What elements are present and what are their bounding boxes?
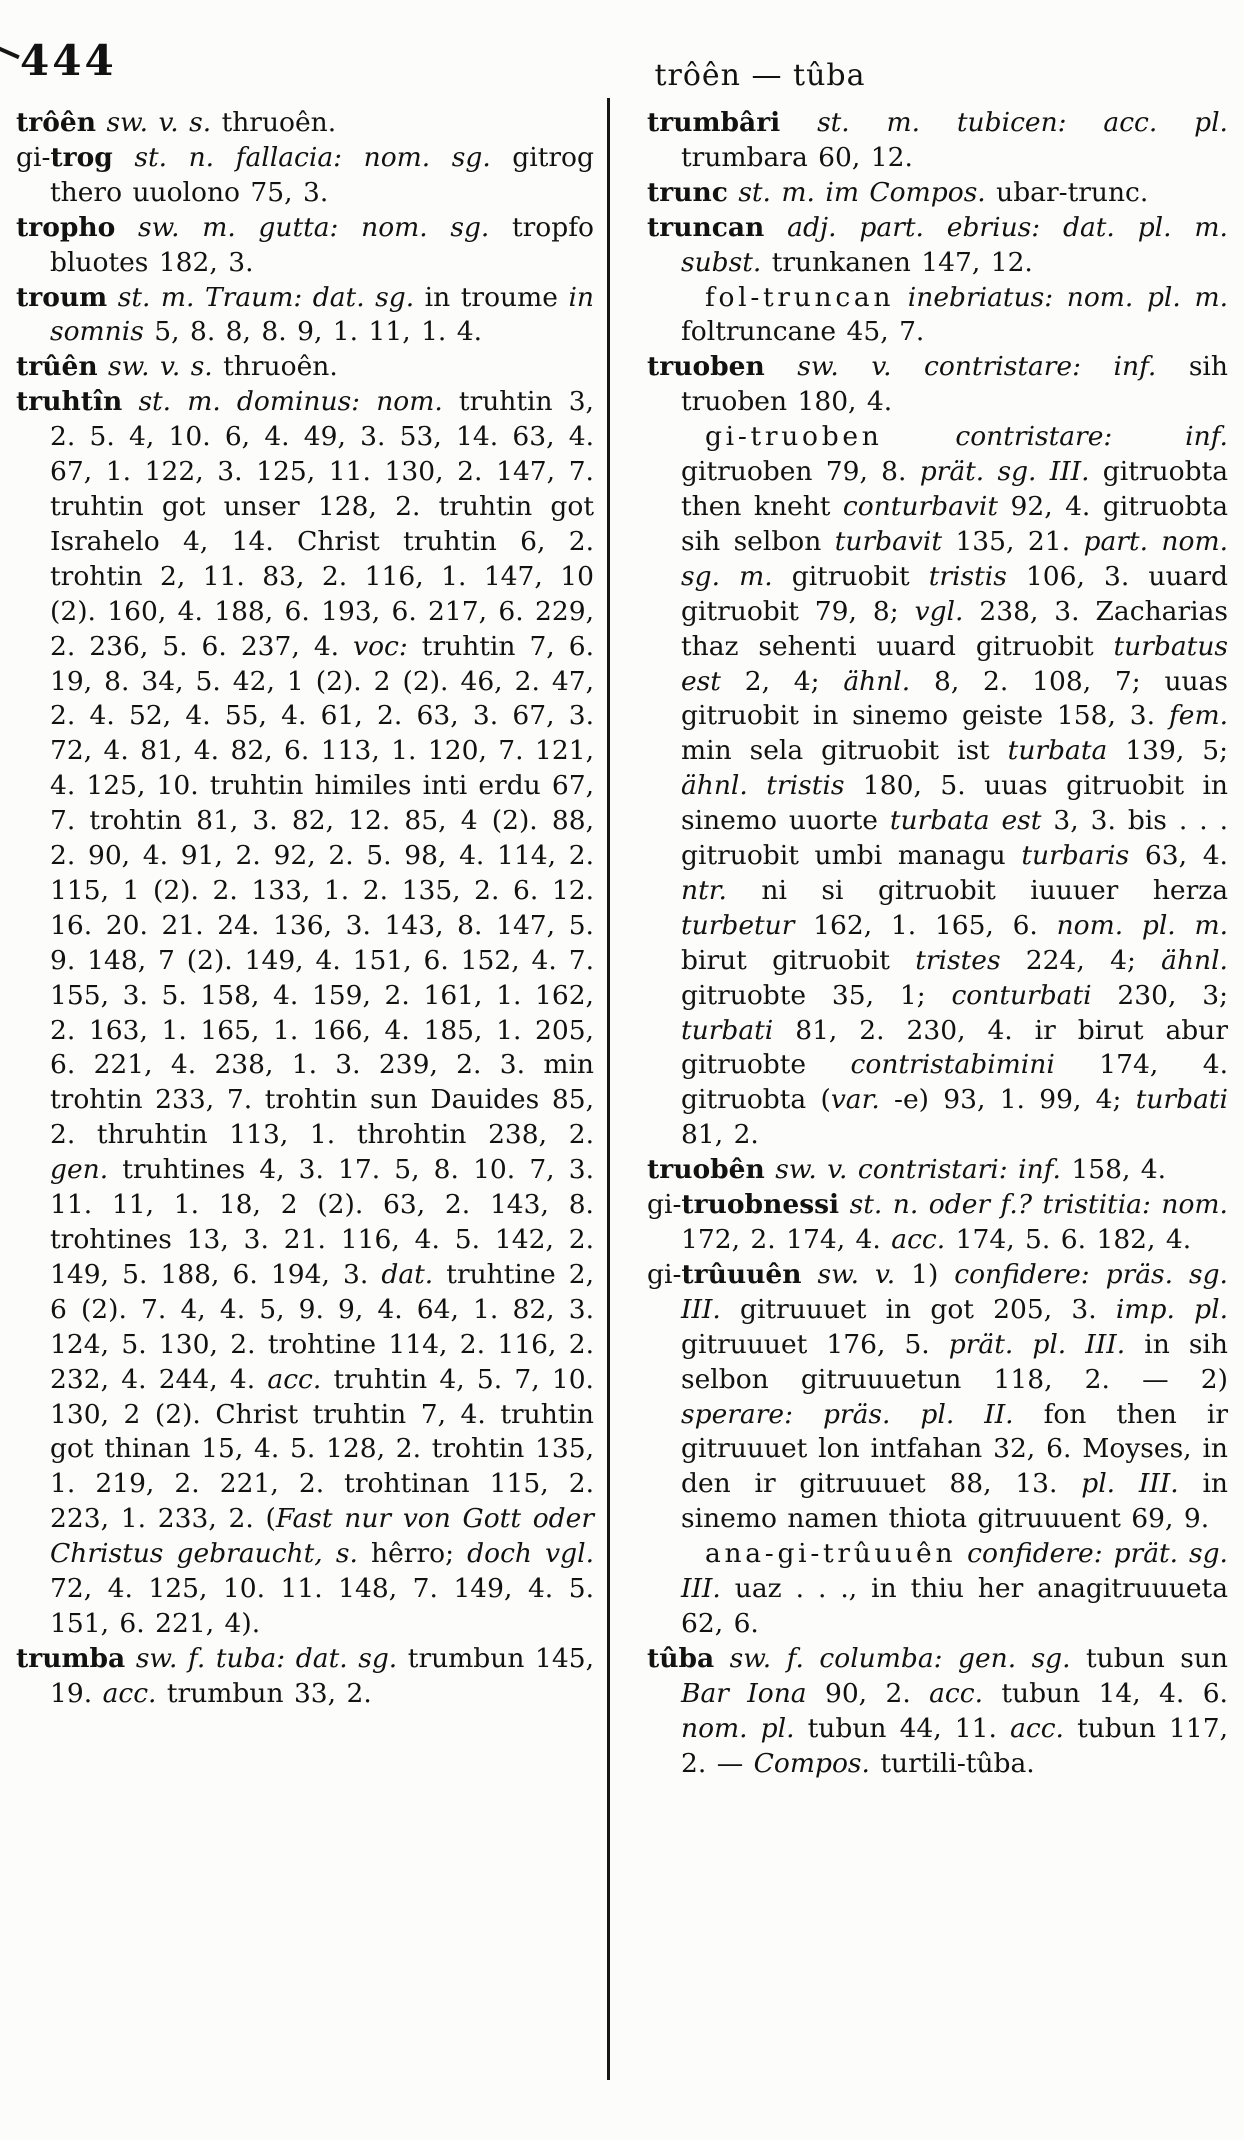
grammar-gloss-italic: ähnl. tristis — [681, 770, 845, 802]
grammar-gloss-italic: var. — [830, 1084, 880, 1116]
grammar-gloss-italic: tristis — [928, 560, 1007, 592]
text-run: 172, 2. 174, 4. — [681, 1224, 892, 1255]
grammar-gloss-italic: st. m. tubicen: acc. pl. — [817, 107, 1228, 138]
text-run: tubun 44, 11. — [794, 1712, 1011, 1744]
grammar-gloss-italic: gen. — [50, 1154, 109, 1186]
dictionary-entry — [647, 350, 1228, 420]
text-run: gitruoben 79, 8. — [681, 456, 920, 488]
text-run — [107, 282, 118, 313]
grammar-gloss-italic: turbaris — [1021, 840, 1130, 872]
text-run: gitrog thero uuolono 75, 3. — [50, 141, 594, 208]
grammar-gloss-italic: conturbati — [951, 979, 1092, 1011]
text-run: 174, 4. gitruobta ( — [681, 1049, 1229, 1116]
grammar-gloss-italic: turbati — [681, 1014, 774, 1046]
headword: trûên — [16, 351, 98, 383]
text-run: tubun 117, 2. — — [681, 1712, 1228, 1779]
headword: tropho — [16, 211, 116, 243]
text-run: 106, 3. uuard gitruobit 79, 8; — [681, 560, 1228, 627]
dictionary-sub-entry — [647, 420, 1228, 1153]
dictionary-entry — [16, 211, 594, 281]
text-run: 63, 4. — [1129, 840, 1228, 872]
grammar-gloss-italic: contristare: inf. — [955, 421, 1228, 453]
text-run: 238, 3. Zacharias thaz sehenti uuard gitruobit — [681, 595, 1228, 662]
grammar-gloss-italic: turbata est — [889, 805, 1042, 837]
text-run: 81, 2. — [681, 1119, 759, 1151]
text-run: trunkanen 147, 12. — [761, 246, 1033, 278]
text-run: birut gitruobit — [681, 944, 916, 976]
grammar-gloss-italic: turbatus est — [681, 630, 1228, 697]
text-run: ni si gitruobit iuuuer herza — [726, 874, 1228, 906]
text-run: gitruuuet 176, 5. — [681, 1328, 949, 1360]
text-run — [728, 177, 738, 208]
headword: trôên — [16, 107, 97, 138]
grammar-gloss-italic: st. n. oder f.? tristitia: nom. — [849, 1189, 1228, 1221]
text-run — [765, 1154, 775, 1185]
text-run: in sih selbon gitruuuetun 118, 2. — 2) — [681, 1328, 1228, 1395]
grammar-gloss-italic: confidere: präs. sg. III. — [681, 1258, 1228, 1325]
dictionary-sub-entry — [647, 1537, 1228, 1642]
text-run — [113, 142, 135, 173]
text-run — [764, 212, 787, 243]
dictionary-entry — [16, 106, 594, 141]
text-run: gi- — [647, 1258, 682, 1290]
text-run: thruoên. — [212, 351, 338, 383]
dictionary-sub-entry — [647, 281, 1228, 351]
grammar-gloss-italic: turbata — [1007, 735, 1108, 767]
headword: trumba — [16, 1642, 126, 1674]
grammar-gloss-italic: acc. — [1010, 1712, 1064, 1744]
text-run: 90, 2. — [806, 1677, 930, 1709]
text-run: 5, 8. 8, 8. 9, 1. 11, 1. 4. — [143, 316, 483, 348]
text-run: truhtin 4, 5. 7, 10. 130, 2 (2). Christ truhtin 7, 4. truhtin got thinan 15, 4. 5. 128, 2. trohtin 135, 1. 219, 2. 221, 2. trohtinan 115, 2. 223, 1. 233, 2. ( — [50, 1363, 594, 1535]
headword: trumbâri — [647, 107, 781, 138]
grammar-gloss-italic: prät. pl. III. — [948, 1328, 1126, 1360]
headword: truhtîn — [16, 386, 123, 418]
grammar-gloss-italic: st. m. dominus: nom. — [138, 386, 443, 418]
text-run: 3, 3. bis . . . gitruobit umbi managu — [681, 805, 1228, 872]
text-run — [839, 1189, 850, 1220]
text-run: uaz . . ., in thiu her anagitruuueta 62, 6. — [681, 1573, 1228, 1639]
headword: tûba — [647, 1642, 715, 1674]
grammar-gloss-italic: voc: — [353, 630, 408, 662]
spaced-subheadword: ana-gi-trûuuên — [705, 1538, 957, 1570]
grammar-gloss-italic: dat. — [381, 1258, 434, 1290]
grammar-gloss-italic: sw. f. columba: gen. sg. — [729, 1642, 1071, 1674]
text-run: truhtin 3, 2. 5. 4, 10. 6, 4. 49, 3. 53, 14. 63, 4. 67, 1. 122, 3. 125, 11. 130, 2. 147, 7. truhtin got unser 128, 2. truhtin got Israhelo 4, 14. Christ truhtin 6, 2. trohtin 2, 11. 83, 2. 116, 1. 147, 10 (2). 160, 4. 188, 6. 193, 6. 217, 6. 229, 2. 236, 5. 6. 237, 4. — [50, 386, 594, 662]
text-run: truhtin 7, 6. 19, 8. 34, 5. 42, 1 (2). 2 (2). 46, 2. 47, 2. 4. 52, 4. 55, 4. 61, 2. 63, 3. 67, 3. 72, 4. 81, 4. 82, 6. 113, 1. 120, 7. 121, 4. 125, 10. truhtin himiles inti erdu 67, 7. trohtin 81, 3. 82, 12. 85, 4 (2). 88, 2. 90, 4. 91, 2. 92, 2. 5. 98, 4. 114, 2. 115, 1 (2). 2. 133, 1. 2. 135, 2. 6. 12. 16. 20. 21. 24. 136, 3. 143, 8. 147, 5. 9. 148, 7 (2). 149, 4. 151, 6. 152, 4. 7. 155, 3. 5. 158, 4. 159, 2. 161, 1. 162, 2. 163, 1. 165, 1. 166, 4. 185, 1. 205, 6. 221, 4. 238, 1. 3. 239, 2. 3. min trohtin 233, 7. trohtin sun Dauides 85, 2. thruhtin 113, 1. throhtin 238, 2. — [50, 630, 595, 1151]
text-run: in troume — [414, 281, 569, 313]
text-run: trumbara 60, 12. — [681, 141, 913, 173]
text-run: 158, 4. — [1060, 1154, 1167, 1186]
text-run: ubar-trunc. — [985, 176, 1149, 208]
grammar-gloss-italic: contristabimini — [850, 1049, 1055, 1081]
grammar-gloss-italic: confidere: prät. sg. III. — [681, 1538, 1228, 1605]
headword: truncan — [647, 211, 765, 243]
text-run: gitruobte 35, 1; — [681, 979, 952, 1011]
headword: truobên — [647, 1154, 765, 1186]
headword: trog — [50, 141, 113, 173]
grammar-gloss-italic: ntr. — [681, 874, 727, 906]
grammar-gloss-italic: st. m. im Compos. — [738, 176, 986, 208]
grammar-gloss-italic: st. n. fallacia: nom. sg. — [134, 141, 491, 173]
text-run — [780, 107, 817, 138]
text-run: tubun 14, 4. 6. — [983, 1677, 1228, 1709]
grammar-gloss-italic: acc. — [891, 1224, 946, 1255]
text-run: 135, 21. — [942, 525, 1084, 557]
text-run: sih truoben 180, 4. — [681, 351, 1228, 418]
text-run: truhtine 2, 6 (2). 7. 4, 4. 5, 9. 9, 4. 64, 1. 82, 3. 124, 5. 130, 2. trohtine 114, 2. 116, 2. 232, 4. 244, 4. — [50, 1258, 594, 1395]
text-run — [714, 1643, 729, 1674]
grammar-gloss-italic: ähnl. — [843, 665, 911, 697]
spaced-subheadword: gi-truoben — [705, 421, 883, 453]
column-divider-rule — [607, 98, 610, 2080]
dictionary-entry — [647, 1642, 1228, 1782]
text-run — [894, 282, 908, 313]
grammar-gloss-italic: prät. sg. III. — [919, 456, 1090, 488]
text-run: in sinemo namen thiota gitruuuent 69, 9. — [681, 1468, 1228, 1535]
grammar-gloss-italic: sw. v. contristare: inf. — [797, 351, 1157, 383]
grammar-gloss-italic: Compos. — [753, 1747, 870, 1779]
text-run: 81, 2. 230, 4. ir birut abur gitruobte — [681, 1014, 1228, 1081]
text-run — [115, 212, 138, 243]
dictionary-entry — [647, 176, 1228, 211]
headword: trunc — [647, 176, 728, 208]
text-run: hêrro; — [357, 1538, 468, 1570]
grammar-gloss-italic: turbati — [1135, 1084, 1228, 1116]
text-run: 174, 5. 6. 182, 4. — [945, 1224, 1192, 1255]
grammar-gloss-italic: pl. III. — [1081, 1468, 1179, 1500]
text-run: turtili-tûba. — [869, 1747, 1035, 1779]
dictionary-entry — [647, 1188, 1228, 1258]
headword: truobnessi — [681, 1189, 840, 1221]
page-number: 444 — [20, 36, 117, 85]
grammar-gloss-italic: imp. pl. — [1115, 1293, 1228, 1325]
text-run: 2, 4; — [720, 665, 844, 697]
text-run: 8, 2. 108, 7; uuas gitruobit in sinemo geiste 158, 3. — [681, 665, 1229, 732]
text-run: thruoên. — [211, 107, 337, 138]
spaced-subheadword: fol-truncan — [705, 281, 895, 313]
grammar-gloss-italic: sw. m. gutta: nom. sg. — [138, 211, 490, 243]
dictionary-entry — [16, 141, 594, 211]
dictionary-entry — [16, 281, 594, 351]
headword: troum — [16, 281, 108, 313]
dictionary-entry — [647, 106, 1228, 176]
text-run — [956, 1538, 967, 1569]
dictionary-entry — [647, 211, 1228, 281]
text-run: -e) 93, 1. 99, 4; — [879, 1084, 1136, 1116]
text-run: 180, 5. uuas gitruobit in sinemo uuorte — [681, 770, 1228, 837]
text-run: foltruncane 45, 7. — [681, 316, 925, 348]
text-run: trumbun 33, 2. — [156, 1677, 372, 1709]
grammar-gloss-italic: ähnl. — [1161, 944, 1228, 976]
text-run: gi- — [16, 141, 51, 173]
grammar-gloss-italic: st. m. Traum: dat. sg. — [117, 281, 415, 313]
dictionary-entry — [16, 350, 594, 385]
text-run: truhtines 4, 3. 17. 5, 8. 10. 7, 3. 11. 11, 1. 18, 2 (2). 63, 2. 143, 8. trohtines 13, 3. 21. 116, 4. 5. 142, 2. 149, 5. 188, 6. 194, 3. — [50, 1154, 594, 1290]
text-run — [883, 421, 956, 452]
text-run: gitruobta then kneht — [681, 456, 1228, 522]
text-run — [98, 351, 108, 382]
grammar-gloss-italic: Fast nur von Gott oder Christus gebraucht, s. — [50, 1503, 594, 1570]
grammar-gloss-italic: sperare: präs. pl. II. — [681, 1398, 1014, 1430]
grammar-gloss-italic: sw. v. — [817, 1258, 896, 1290]
dictionary-entry — [647, 1258, 1228, 1537]
scan-artifact-mark — [0, 45, 20, 59]
grammar-gloss-italic: nom. pl. m. — [1056, 909, 1228, 941]
grammar-gloss-italic: fem. — [1168, 700, 1228, 732]
dictionary-entry — [16, 385, 594, 1642]
text-run — [96, 107, 106, 138]
column-right — [647, 106, 1228, 1782]
text-run: 224, 4; — [1000, 944, 1162, 976]
text-run: min sela gitruobit ist — [681, 735, 1008, 767]
grammar-gloss-italic: doch vgl. — [467, 1538, 594, 1570]
grammar-gloss-italic: conturbavit — [842, 490, 999, 522]
text-run: 1) — [895, 1258, 955, 1290]
grammar-gloss-italic: sw. v. s. — [108, 351, 213, 383]
text-run: 162, 1. 165, 6. — [794, 909, 1057, 941]
text-run — [802, 1259, 818, 1290]
running-title: trôên — tûba — [654, 58, 866, 93]
text-run: 139, 5; — [1107, 735, 1228, 767]
grammar-gloss-italic: vgl. — [914, 595, 964, 627]
grammar-gloss-italic: acc. — [929, 1677, 984, 1709]
text-run — [125, 1643, 136, 1674]
dictionary-entry — [647, 1153, 1228, 1188]
grammar-gloss-italic: sw. v. s. — [106, 107, 212, 138]
text-run: trumbun 145, 19. — [50, 1642, 594, 1709]
grammar-gloss-italic: sw. f. tuba: dat. sg. — [135, 1642, 398, 1674]
grammar-gloss-italic: acc. — [102, 1677, 157, 1709]
column-left — [16, 106, 594, 1712]
grammar-gloss-italic: part. nom. sg. m. — [681, 525, 1228, 592]
grammar-gloss-italic: turbavit — [834, 525, 943, 557]
text-run: gi- — [647, 1189, 682, 1221]
text-run: gitruobit — [772, 560, 929, 592]
grammar-gloss-italic: turbetur — [681, 909, 795, 941]
text-run: 72, 4. 125, 10. 11. 148, 7. 149, 4. 5. 151, 6. 221, 4). — [50, 1573, 594, 1639]
grammar-gloss-italic: acc. — [267, 1363, 322, 1395]
text-run: tubun sun — [1070, 1642, 1228, 1674]
text-run — [765, 351, 797, 382]
headword: truoben — [647, 351, 765, 383]
grammar-gloss-italic: Bar Iona — [681, 1677, 807, 1709]
text-run — [122, 386, 138, 417]
grammar-gloss-italic: adj. part. ebrius: dat. pl. m. subst. — [681, 211, 1228, 278]
dictionary-entry — [16, 1642, 594, 1712]
text-run: tropfo bluotes 182, 3. — [50, 211, 594, 278]
grammar-gloss-italic: sw. v. contristari: inf. — [775, 1154, 1061, 1186]
grammar-gloss-italic: nom. pl. — [681, 1712, 795, 1744]
text-run: 92, 4. gitruobta sih selbon — [681, 490, 1228, 557]
grammar-gloss-italic: inebriatus: nom. pl. m. — [907, 281, 1228, 313]
text-run: fon then ir gitruuuet lon intfahan 32, 6. Moyses, in den ir gitruuuet 88, 13. — [681, 1398, 1228, 1500]
grammar-gloss-italic: tristes — [915, 944, 1001, 976]
text-run: gitruuuet in got 205, 3. — [720, 1293, 1116, 1325]
headword: trûuuên — [681, 1258, 802, 1290]
grammar-gloss-italic: in somnis — [50, 281, 594, 348]
text-run: 230, 3; — [1091, 979, 1229, 1011]
